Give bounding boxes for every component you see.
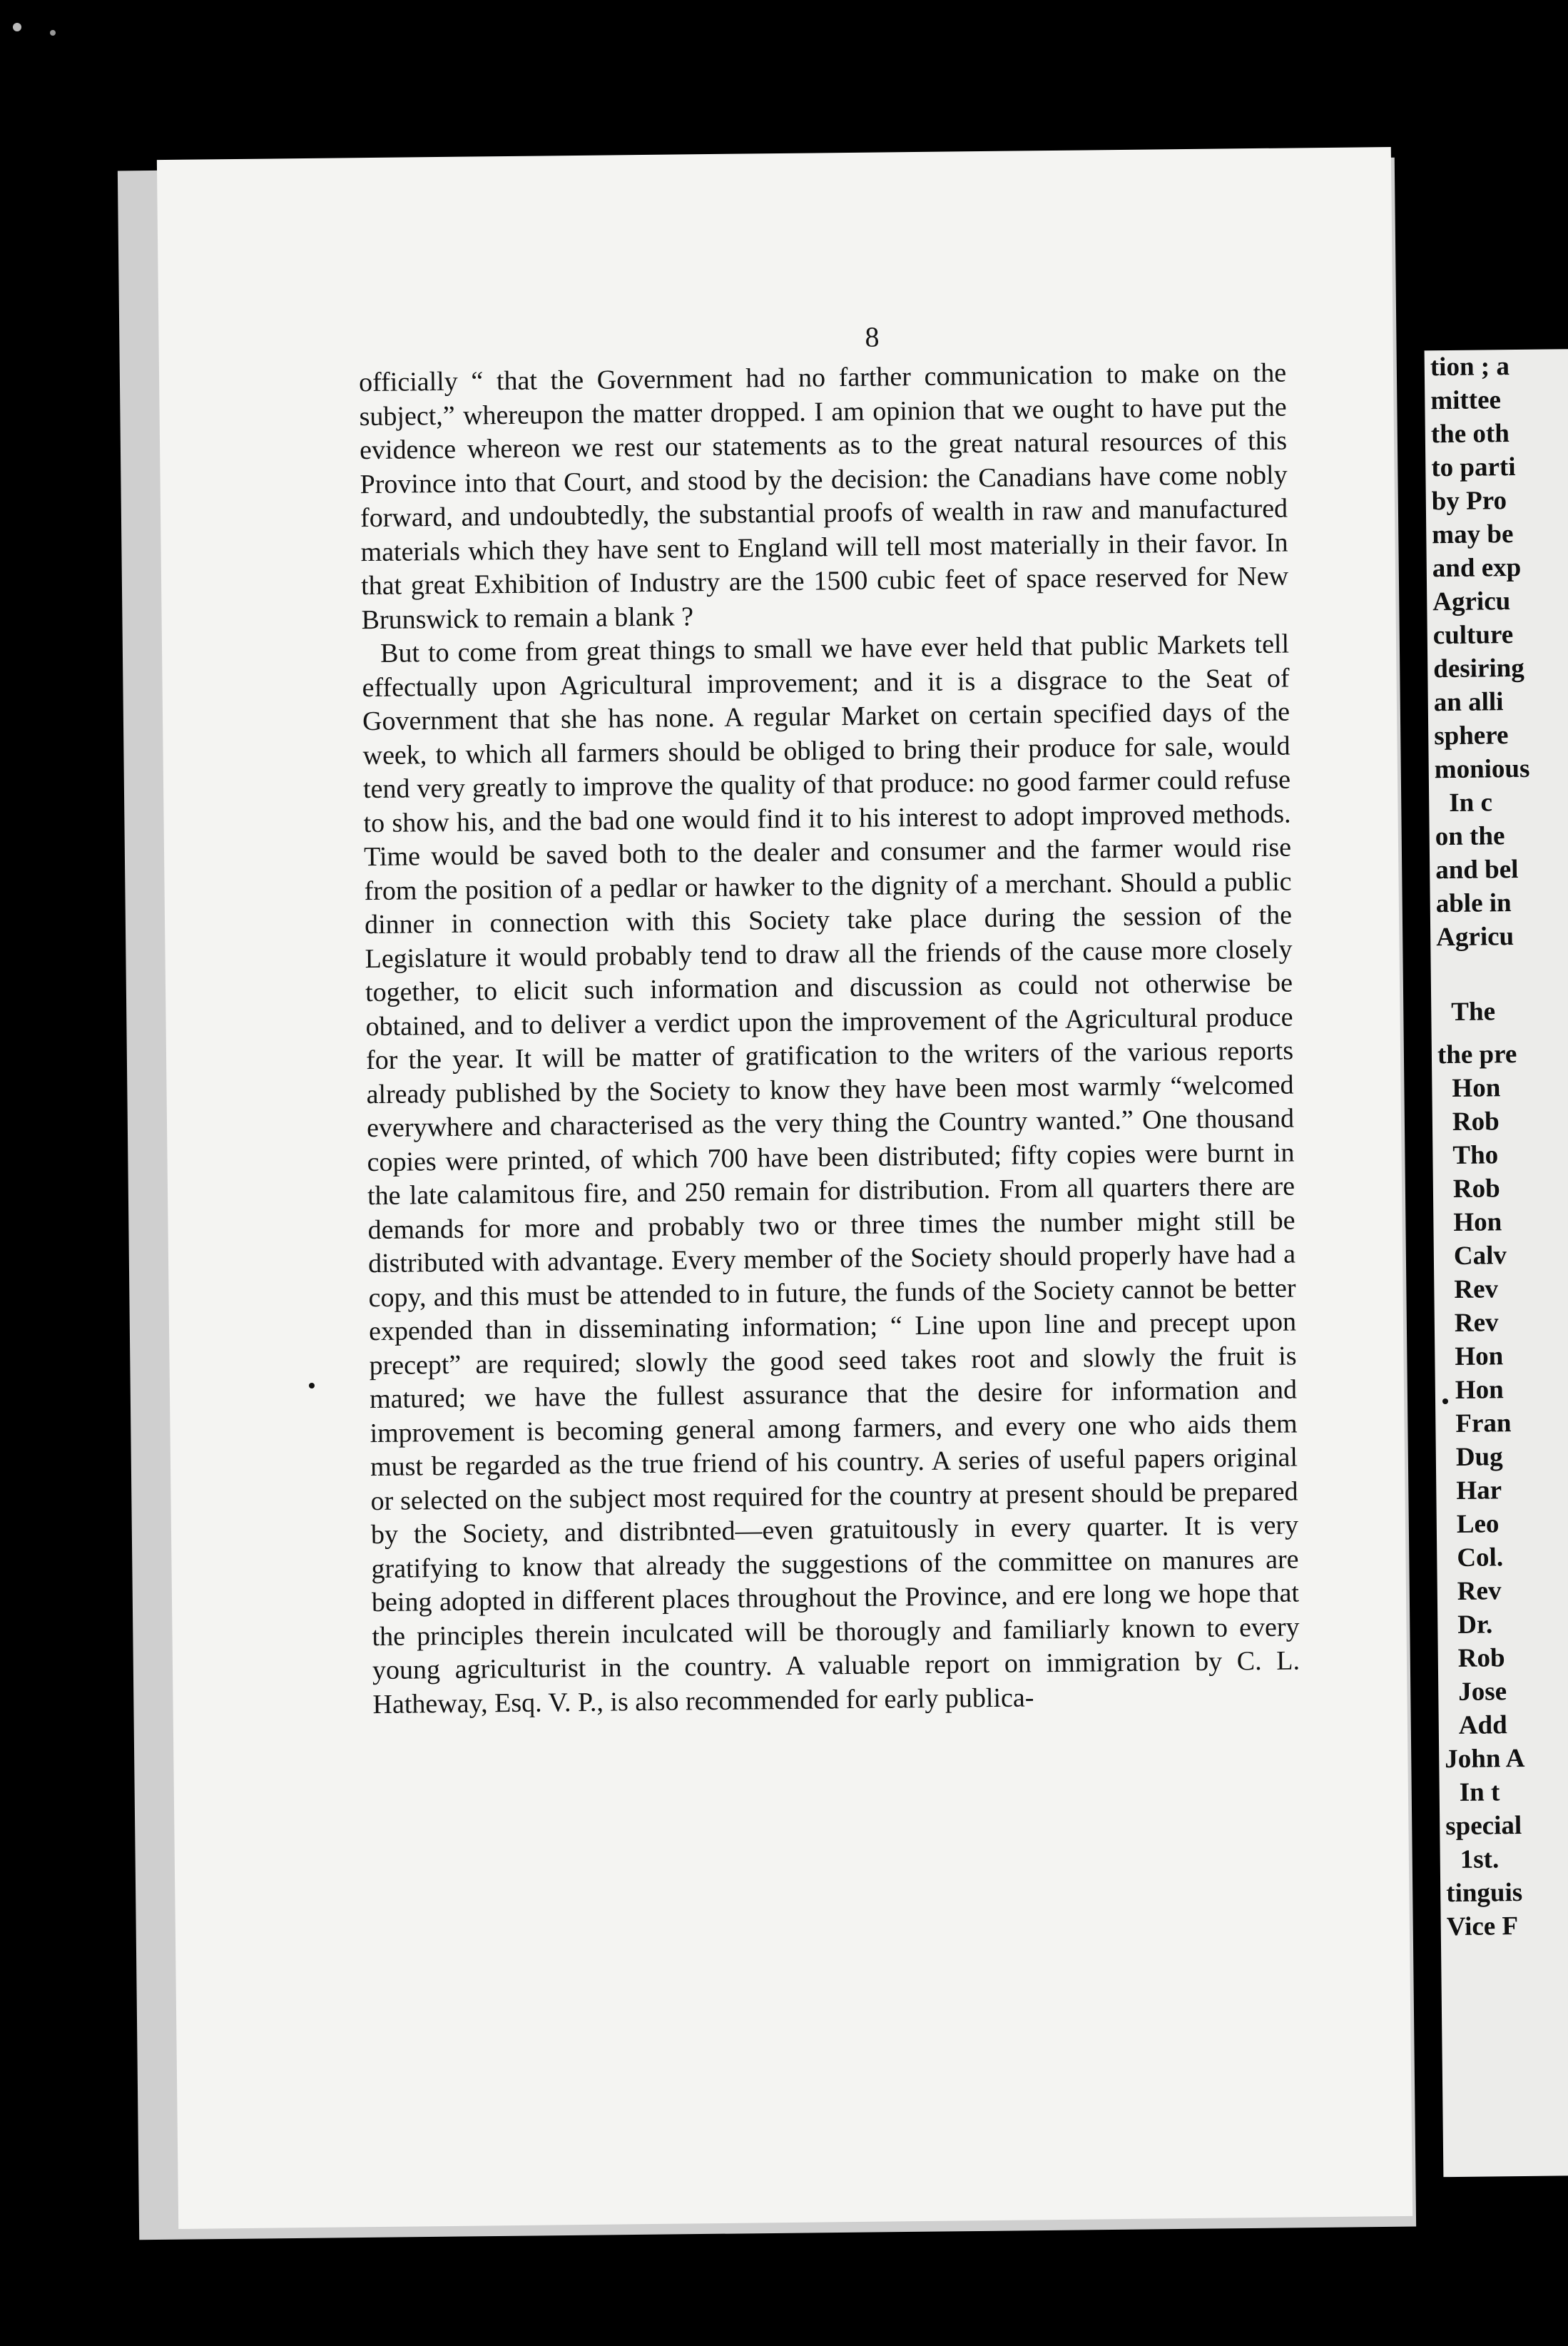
facing-line: Add: [1458, 1710, 1507, 1740]
facing-line: Rev: [1457, 1576, 1502, 1606]
facing-line: Har: [1456, 1476, 1502, 1505]
facing-line: culture: [1432, 620, 1514, 651]
facing-line: Jose: [1458, 1677, 1507, 1707]
facing-line: Rob: [1452, 1107, 1500, 1137]
facing-line: The: [1451, 997, 1496, 1027]
facing-line: Rob: [1457, 1643, 1505, 1673]
facing-line: John A: [1445, 1743, 1525, 1774]
facing-line: Rev: [1454, 1308, 1499, 1338]
facing-line: an alli: [1433, 687, 1504, 718]
facing-line: the oth: [1430, 419, 1510, 450]
facing-line: and exp: [1432, 552, 1522, 584]
facing-line: Rob: [1452, 1174, 1500, 1204]
facing-line: sphere: [1434, 721, 1509, 751]
facing-spacer: [1430, 953, 1568, 996]
facing-line: Hon: [1453, 1207, 1502, 1237]
facing-line: Dug: [1455, 1442, 1503, 1472]
dust-speck: [1442, 1398, 1448, 1404]
facing-line: desiring: [1433, 653, 1524, 684]
facing-line: Calv: [1453, 1241, 1507, 1271]
paragraph-2: But to come from great things to small we have ever held that public Markets tell effectually upon Agricultural improvement; and it is a disgrace to the Seat of Government that she has none. A regular Market on certain specified days of the week, to which all farmers should be obliged to bring their produce for sale, would tend very greatly to improve the quality of that produce: no good farmer could refuse to show his, and the bad one would find it to his interest to adopt improved methods. Time would be saved both to the dealer and consumer and the farmer would rise from the position of a pedlar or hawker to the dignity of a merchant. Should a public dinner in connection with this Society take place during the session of the Legislature it would probably tend to draw all the friends of the cause more closely together, to elicit such information and discussion as could not otherwise be obtained, and to deliver a verdict upon the improvement of the Agricultural produce for the year. It will be matter of gratification to the writers of the various reports already published by the Society to know they have been most warmly “welcomed everywhere and characterised as the very thing the Country wanted.” One thousand copies were printed, of which 700 have been distributed; fifty copies were burnt in the late calamitous fire, and 250 remain for distribution. From all quarters there are demands for more and probably two or three times the number might still be distributed with advantage. Every member of the Society should properly have had a copy, and this must be attended to in future, the funds of the Society cannot be better expended than in disseminating information; “ Line upon line and precept upon precept” are required; slowly the good seed takes root and slowly the fruit is matured; we have the fullest assurance that the desire for information and improvement is becoming general among farmers, and every one who aids them must be regarded as the true friend of his country. A series of useful papers original or selected on the subject most required for the country at present should be prepared by the Society, and distribnted—even gratuitously in every quarter. It is very gratifying to know that already the suggestions of the committee on manures are being adopted in different places throughout the Province, and ere long we hope that the principles therein inculcated will be thorougly and familiarly known to every young agriculturist in the country. A valuable report on immigration by C. L. Hatheway, Esq. V. P., is also recommended for early publica-: [362, 629, 1300, 1720]
facing-line: able in: [1435, 888, 1512, 919]
facing-line: to parti: [1431, 452, 1516, 483]
facing-line: special: [1445, 1811, 1522, 1842]
facing-line: Rev: [1454, 1274, 1499, 1304]
facing-line: Vice F: [1446, 1911, 1519, 1942]
page-number: 8: [865, 320, 880, 353]
facing-line: monious: [1434, 753, 1530, 785]
facing-line: by Pro: [1431, 486, 1507, 517]
facing-line: Agricu: [1432, 586, 1511, 617]
facing-line: Hon: [1455, 1375, 1504, 1405]
facing-line: Leo: [1456, 1509, 1500, 1539]
facing-line: 1st.: [1460, 1844, 1500, 1874]
facing-line: In c: [1449, 788, 1493, 818]
facing-line: may be: [1432, 519, 1514, 550]
facing-line: Hon: [1455, 1341, 1504, 1371]
facing-line: Tho: [1452, 1140, 1499, 1170]
facing-line: tinguis: [1446, 1878, 1523, 1909]
dust-speck: [50, 30, 56, 36]
dust-speck: [13, 23, 21, 31]
dust-speck: [309, 1383, 315, 1388]
facing-line: tion ; a: [1430, 352, 1510, 382]
facing-line: on the: [1435, 821, 1505, 852]
facing-line: the pre: [1437, 1040, 1517, 1070]
document-page: [157, 147, 1412, 2229]
facing-line: mittee: [1430, 385, 1502, 416]
facing-line: Hon: [1452, 1073, 1501, 1103]
facing-line: Dr.: [1457, 1610, 1493, 1640]
facing-line: In t: [1459, 1777, 1500, 1807]
paragraph-1: officially “ that the Government had no farther communication to make on the subject,” whereupon the matter dropped. I am opinion that we ought to have put the evidence whereon we rest our statements as to the great natural resources of this Province into that Court, and stood by the decision: the Canadians have come nobly forward, and undoubtedly, the substantial proofs of wealth in raw and manufactured materials which they have sent to England will tell most materially in their favor. In that great Exhibition of Industry are the 1500 cubic feet of space reserved for New Brunswick to remain a blank ?: [358, 357, 1289, 635]
facing-page-fragment: [1425, 349, 1568, 2177]
facing-line: and bel: [1435, 854, 1519, 885]
facing-line: Agricu: [1436, 922, 1514, 953]
facing-line: Col.: [1457, 1543, 1504, 1573]
facing-line: Fran: [1455, 1408, 1512, 1438]
